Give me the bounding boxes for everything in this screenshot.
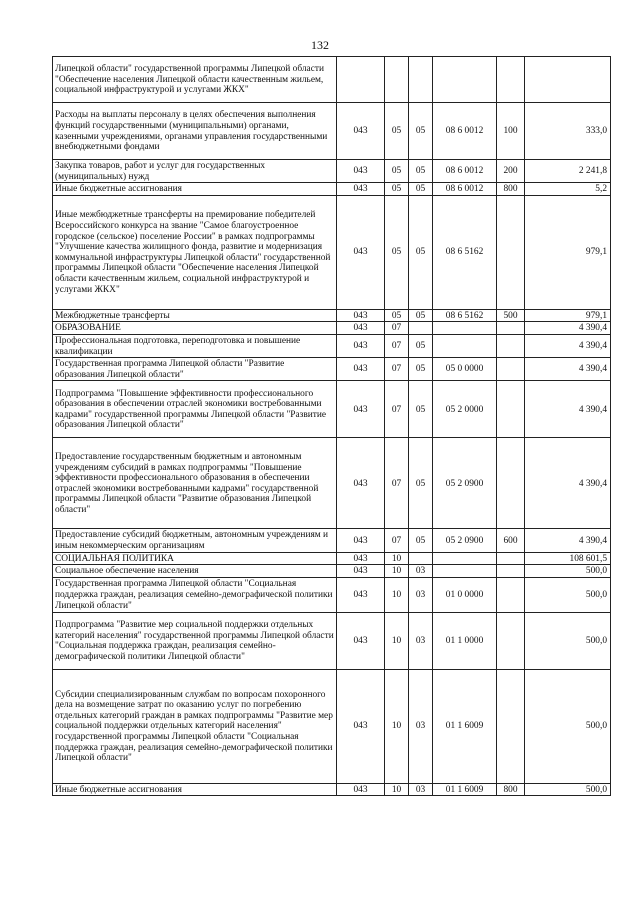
row-ved-cell: 043	[337, 183, 385, 196]
row-target-article-cell	[433, 334, 497, 357]
row-name-cell: Государственная программа Липецкой области "Развитие образования Липецкой области"	[53, 358, 337, 381]
row-ved-cell: 043	[337, 612, 385, 669]
row-section-cell: 10	[385, 577, 409, 612]
table-row	[53, 358, 611, 381]
row-section-cell: 05	[385, 103, 409, 160]
row-target-article-cell: 01 0 0000	[433, 577, 497, 612]
row-section-cell: 05	[385, 309, 409, 322]
row-sum-cell: 4 390,4	[525, 438, 611, 529]
row-subsection-cell: 05	[409, 381, 433, 438]
row-sum-cell: 500,0	[525, 612, 611, 669]
table-row	[53, 565, 611, 578]
row-ved-cell: 043	[337, 309, 385, 322]
table-row	[53, 438, 611, 529]
row-subsection-cell: 03	[409, 612, 433, 669]
row-ved-cell: 043	[337, 322, 385, 335]
row-target-article-cell	[433, 322, 497, 335]
row-section-cell: 05	[385, 183, 409, 196]
row-target-article-cell: 08 6 0012	[433, 160, 497, 183]
row-ved-cell: 043	[337, 438, 385, 529]
row-section-cell: 10	[385, 783, 409, 796]
row-target-article-cell: 05 2 0900	[433, 529, 497, 552]
row-section-cell	[385, 57, 409, 103]
table-row	[53, 334, 611, 357]
row-target-article-cell: 05 2 0900	[433, 438, 497, 529]
row-name-cell: Подпрограмма "Повышение эффективности профессионального образования в обеспечении отраслей экономики востребованными кадрами" государственной программы Липецкой области "Развитие образования Липецкой области"	[53, 381, 337, 438]
row-ved-cell: 043	[337, 552, 385, 565]
row-expense-type-cell	[497, 57, 525, 103]
table-row	[53, 577, 611, 612]
row-expense-type-cell	[497, 552, 525, 565]
row-name-cell: Субсидии специализированным службам по вопросам похоронного дела на возмещение затрат по оказанию услуг по погребению отдельных категорий граждан в рамках подпрограммы "Развитие мер социальной поддержки отдельных категорий населения" государственной программы Липецкой области "Социальная поддержка граждан, реализация семейно-демографической политики Липецкой области"	[53, 669, 337, 783]
row-subsection-cell: 05	[409, 309, 433, 322]
row-name-cell: Подпрограмма "Развитие мер социальной поддержки отдельных категорий населения" государственной программы Липецкой области "Социальная поддержка граждан, реализация семейно-демографической политики Липецкой области"	[53, 612, 337, 669]
row-subsection-cell: 05	[409, 529, 433, 552]
row-expense-type-cell	[497, 322, 525, 335]
row-subsection-cell: 03	[409, 669, 433, 783]
budget-table	[52, 56, 611, 796]
row-section-cell: 07	[385, 381, 409, 438]
row-ved-cell: 043	[337, 381, 385, 438]
table-row	[53, 669, 611, 783]
row-expense-type-cell	[497, 612, 525, 669]
table-row	[53, 195, 611, 309]
row-subsection-cell	[409, 57, 433, 103]
row-expense-type-cell: 600	[497, 529, 525, 552]
row-ved-cell	[337, 57, 385, 103]
row-section-cell: 07	[385, 438, 409, 529]
row-subsection-cell: 05	[409, 103, 433, 160]
row-section-cell: 07	[385, 358, 409, 381]
row-name-cell: Профессиональная подготовка, переподготовка и повышение квалификации	[53, 334, 337, 357]
table-row	[53, 57, 611, 103]
table-row	[53, 309, 611, 322]
row-sum-cell: 4 390,4	[525, 334, 611, 357]
row-subsection-cell: 05	[409, 183, 433, 196]
row-ved-cell: 043	[337, 577, 385, 612]
row-expense-type-cell: 800	[497, 783, 525, 796]
row-ved-cell: 043	[337, 669, 385, 783]
row-ved-cell: 043	[337, 358, 385, 381]
row-section-cell: 10	[385, 669, 409, 783]
row-ved-cell: 043	[337, 103, 385, 160]
row-ved-cell: 043	[337, 783, 385, 796]
row-expense-type-cell: 800	[497, 183, 525, 196]
row-subsection-cell: 05	[409, 160, 433, 183]
row-sum-cell: 333,0	[525, 103, 611, 160]
row-sum-cell: 500,0	[525, 783, 611, 796]
row-subsection-cell: 05	[409, 438, 433, 529]
row-target-article-cell: 08 6 0012	[433, 103, 497, 160]
row-subsection-cell: 05	[409, 334, 433, 357]
row-sum-cell: 4 390,4	[525, 358, 611, 381]
row-subsection-cell	[409, 322, 433, 335]
row-sum-cell: 500,0	[525, 577, 611, 612]
row-name-cell: Иные бюджетные ассигнования	[53, 183, 337, 196]
row-name-cell: ОБРАЗОВАНИЕ	[53, 322, 337, 335]
row-sum-cell: 108 601,5	[525, 552, 611, 565]
row-expense-type-cell: 100	[497, 103, 525, 160]
table-row	[53, 160, 611, 183]
row-target-article-cell: 01 1 6009	[433, 783, 497, 796]
row-expense-type-cell: 500	[497, 309, 525, 322]
row-section-cell: 10	[385, 612, 409, 669]
row-expense-type-cell	[497, 577, 525, 612]
row-name-cell: Иные межбюджетные трансферты на премирование победителей Всероссийского конкурса на звание "Самое благоустроенное городское (сельское) поселение России" в рамках подпрограммы "Улучшение качества жилищного фонда, развитие и модернизация коммунальной инфраструктуры Липецкой области" государственной программы Липецкой области "Обеспечение населения Липецкой области качественным жильем, социальной инфраструктурой и услугами ЖКХ"	[53, 195, 337, 309]
row-name-cell: Государственная программа Липецкой области "Социальная поддержка граждан, реализация семейно-демографической политики Липецкой области"	[53, 577, 337, 612]
row-expense-type-cell	[497, 565, 525, 578]
row-target-article-cell	[433, 57, 497, 103]
row-section-cell: 07	[385, 322, 409, 335]
row-name-cell: Предоставление государственным бюджетным и автономным учреждениям субсидий в рамках подпрограммы "Повышение эффективности профессионального образования в обеспечении отраслей экономики востребованными кадрами" государственной программы Липецкой области "Развитие образования Липецкой области"	[53, 438, 337, 529]
row-ved-cell: 043	[337, 195, 385, 309]
table-row	[53, 183, 611, 196]
row-section-cell: 07	[385, 334, 409, 357]
row-target-article-cell: 05 0 0000	[433, 358, 497, 381]
row-sum-cell: 979,1	[525, 309, 611, 322]
row-subsection-cell: 03	[409, 783, 433, 796]
row-subsection-cell: 03	[409, 565, 433, 578]
row-subsection-cell: 05	[409, 358, 433, 381]
row-name-cell: СОЦИАЛЬНАЯ ПОЛИТИКА	[53, 552, 337, 565]
row-sum-cell: 4 390,4	[525, 381, 611, 438]
row-name-cell: Закупка товаров, работ и услуг для государственных (муниципальных) нужд	[53, 160, 337, 183]
row-name-cell: Расходы на выплаты персоналу в целях обеспечения выполнения функций государственными (муниципальными) органами, казенными учреждениями, органами управления государственными внебюджетными фондами	[53, 103, 337, 160]
row-sum-cell: 4 390,4	[525, 529, 611, 552]
row-section-cell: 05	[385, 195, 409, 309]
row-expense-type-cell	[497, 669, 525, 783]
table-row	[53, 103, 611, 160]
row-subsection-cell	[409, 552, 433, 565]
row-name-cell: Межбюджетные трансферты	[53, 309, 337, 322]
row-name-cell: Предоставление субсидий бюджетным, автономным учреждениям и иным некоммерческим организациям	[53, 529, 337, 552]
row-sum-cell: 4 390,4	[525, 322, 611, 335]
row-target-article-cell	[433, 565, 497, 578]
table-row	[53, 552, 611, 565]
row-ved-cell: 043	[337, 565, 385, 578]
row-name-cell: Иные бюджетные ассигнования	[53, 783, 337, 796]
row-target-article-cell: 08 6 5162	[433, 195, 497, 309]
row-expense-type-cell	[497, 334, 525, 357]
row-expense-type-cell	[497, 195, 525, 309]
row-expense-type-cell	[497, 381, 525, 438]
row-subsection-cell: 03	[409, 577, 433, 612]
row-sum-cell: 2 241,8	[525, 160, 611, 183]
row-expense-type-cell	[497, 358, 525, 381]
row-section-cell: 07	[385, 529, 409, 552]
table-row	[53, 322, 611, 335]
row-target-article-cell: 01 1 6009	[433, 669, 497, 783]
row-name-cell: Липецкой области" государственной программы Липецкой области "Обеспечение населения Липецкой области качественным жильем, социальной инфраструктурой и услугами ЖКХ"	[53, 57, 337, 103]
row-sum-cell: 500,0	[525, 565, 611, 578]
row-section-cell: 05	[385, 160, 409, 183]
table-row	[53, 612, 611, 669]
row-ved-cell: 043	[337, 160, 385, 183]
table-row	[53, 381, 611, 438]
row-subsection-cell: 05	[409, 195, 433, 309]
row-target-article-cell	[433, 552, 497, 565]
row-section-cell: 10	[385, 565, 409, 578]
row-sum-cell	[525, 57, 611, 103]
row-expense-type-cell	[497, 438, 525, 529]
row-expense-type-cell: 200	[497, 160, 525, 183]
row-name-cell: Социальное обеспечение населения	[53, 565, 337, 578]
row-ved-cell: 043	[337, 529, 385, 552]
page-number: 132	[311, 38, 329, 52]
row-target-article-cell: 08 6 5162	[433, 309, 497, 322]
row-ved-cell: 043	[337, 334, 385, 357]
row-sum-cell: 979,1	[525, 195, 611, 309]
row-target-article-cell: 08 6 0012	[433, 183, 497, 196]
table-row	[53, 529, 611, 552]
row-target-article-cell: 05 2 0000	[433, 381, 497, 438]
row-sum-cell: 5,2	[525, 183, 611, 196]
row-section-cell: 10	[385, 552, 409, 565]
table-row	[53, 783, 611, 796]
row-sum-cell: 500,0	[525, 669, 611, 783]
row-target-article-cell: 01 1 0000	[433, 612, 497, 669]
